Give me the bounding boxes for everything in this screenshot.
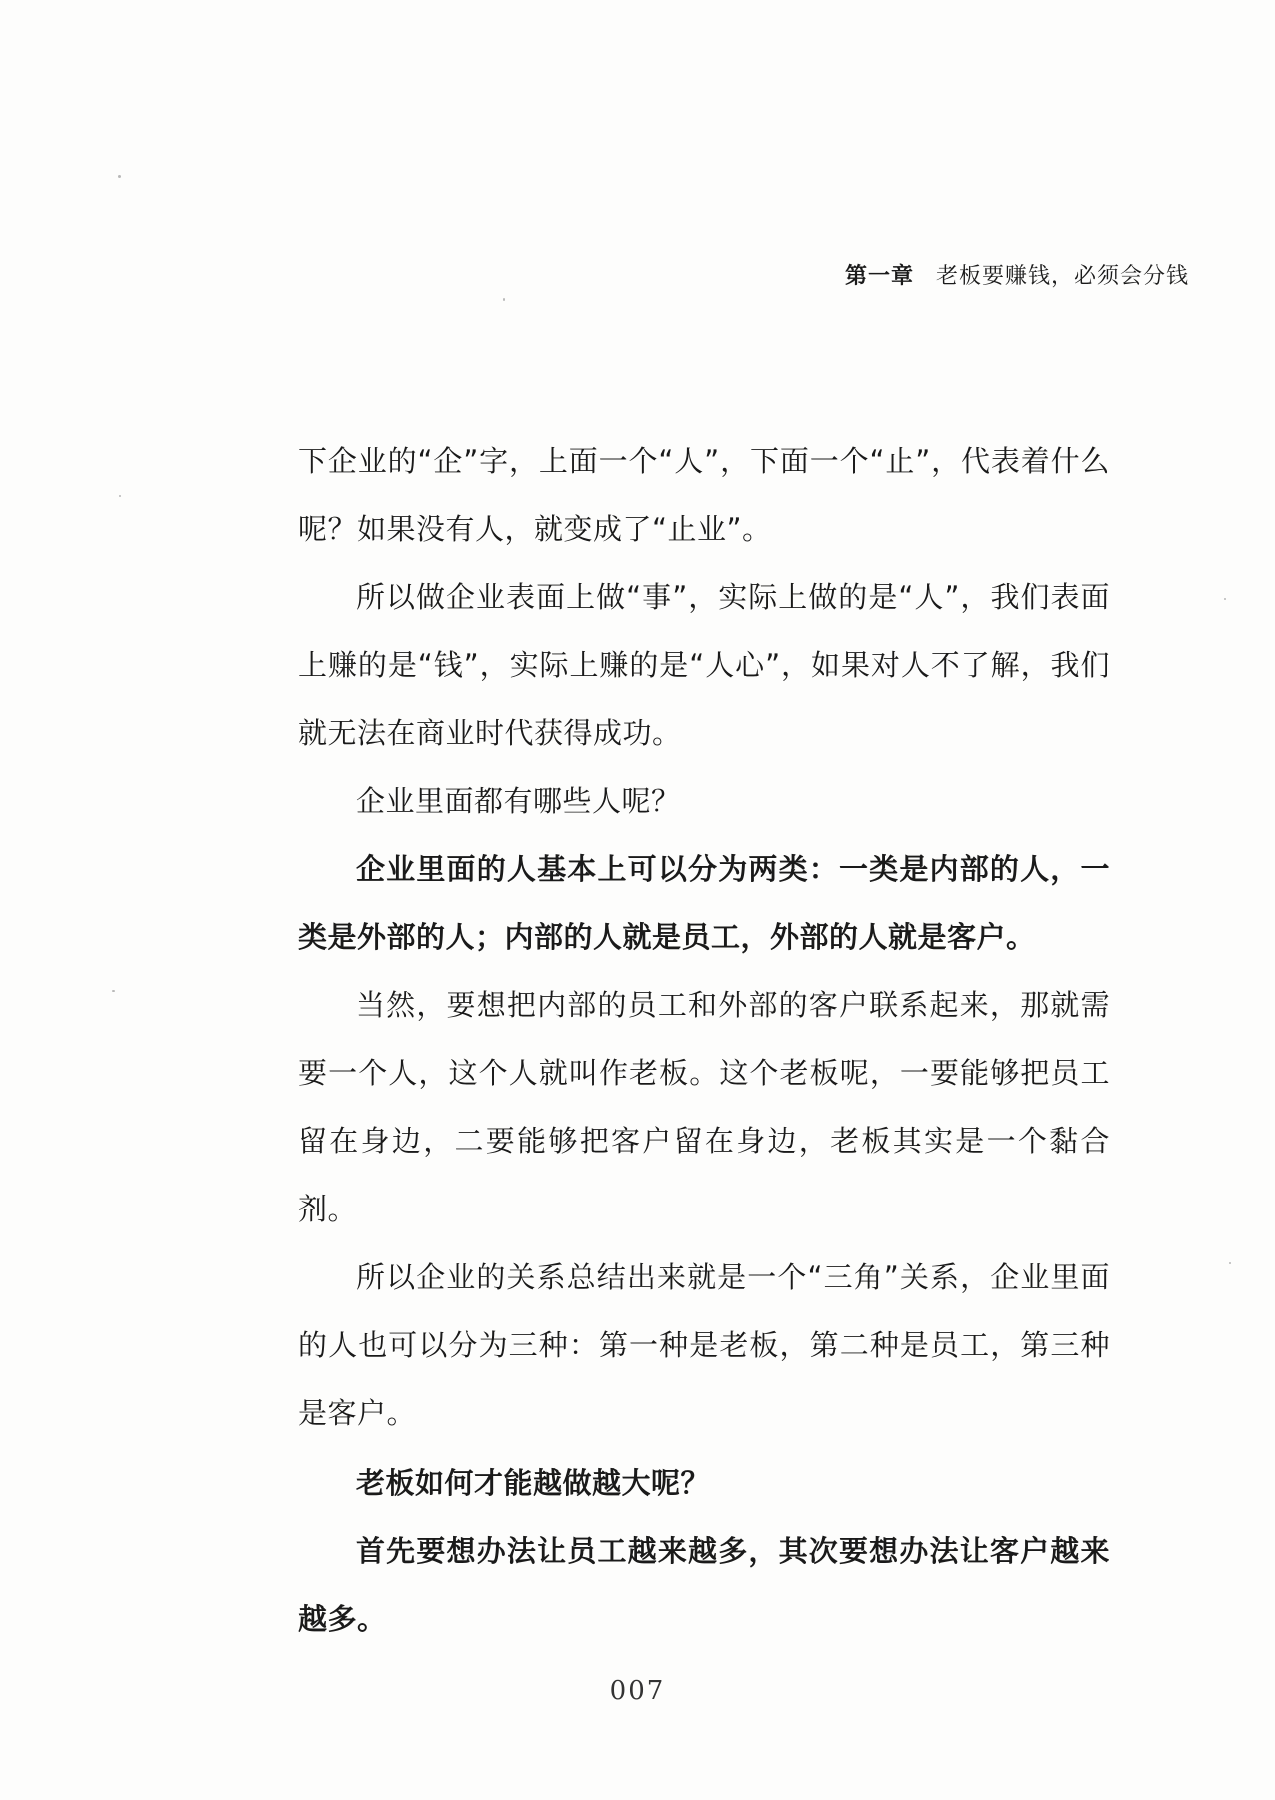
paragraph: 企业里面都有哪些人呢？: [356, 784, 681, 818]
scan-speck: [119, 495, 121, 497]
scan-speck: [1224, 598, 1226, 600]
paragraph: 所以做企业表面上做“事”，实际上做的是“人”，我们表面上赚的是“钱”，实际上赚的是“人心”，如果对人不了解，我们就无法在商业时代获得成功。: [298, 580, 1110, 750]
paragraph: 当然，要想把内部的员工和外部的客户联系起来，那就需要一个人，这个人就叫作老板。这个老板呢，一要能够把员工留在身边，二要能够把客户留在身边，老板其实是一个黏合剂。: [298, 988, 1110, 1226]
body-text: [298, 427, 1110, 1653]
scan-speck: [503, 298, 505, 301]
chapter-number: 第一章: [844, 264, 914, 289]
running-header: [845, 259, 1189, 290]
scan-speck: [118, 175, 121, 178]
paragraph: 所以企业的关系总结出来就是一个“三角”关系，企业里面的人也可以分为三种：第一种是老板，第二种是员工，第三种是客户。: [298, 1260, 1110, 1430]
chapter-title: 老板要赚钱，必须会分钱: [935, 264, 1189, 289]
bold-paragraph: 企业里面的人基本上可以分为两类：一类是内部的人，一类是外部的人；内部的人就是员工，外部的人就是客户。: [298, 852, 1110, 954]
bold-paragraph: 首先要想办法让员工越来越多，其次要想办法让客户越来越多。: [298, 1534, 1110, 1636]
scan-speck: [112, 990, 115, 992]
scan-speck: [1229, 1262, 1231, 1264]
page-number: 007: [609, 1676, 666, 1706]
bold-paragraph: 老板如何才能越做越大呢？: [356, 1466, 711, 1500]
paragraph: 下企业的“企”字，上面一个“人”，下面一个“止”，代表着什么呢？如果没有人，就变成了“止业”。: [298, 444, 1110, 546]
